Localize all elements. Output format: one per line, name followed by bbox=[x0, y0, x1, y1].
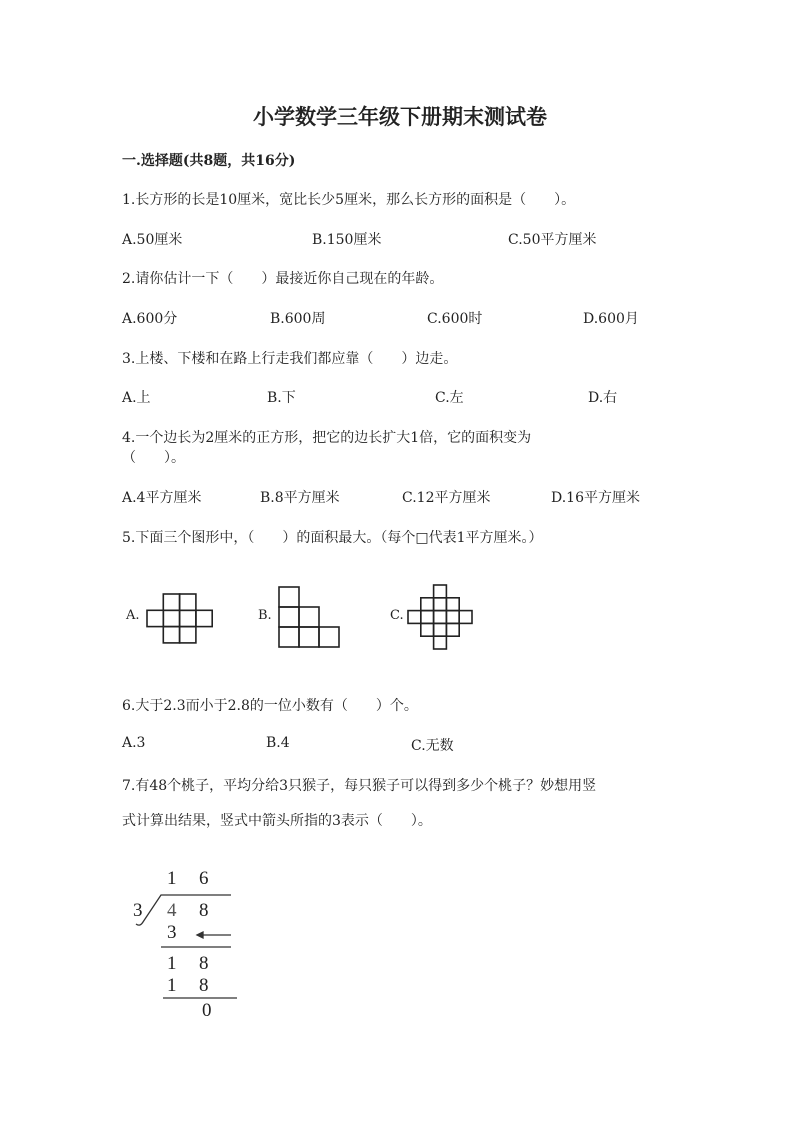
question-6: 6.大于2.3而小于2.8的一位小数有（ ）个。 bbox=[122, 698, 418, 714]
figure-label-c: C. bbox=[390, 608, 404, 623]
quotient-digit: 6 bbox=[199, 868, 209, 889]
section-heading: 一.选择题(共8题，共16分) bbox=[122, 153, 296, 169]
remainder-digit: 1 bbox=[167, 953, 177, 974]
question-7: 7.有48个桃子，平均分给3只猴子，每只猴子可以得到多少个桃子？妙想用竖 bbox=[122, 778, 597, 794]
dividend-digit: 8 bbox=[199, 900, 209, 921]
option: A.上 bbox=[122, 390, 151, 406]
option: B.下 bbox=[267, 390, 296, 406]
result-digit: 0 bbox=[202, 1000, 212, 1021]
option: A.4平方厘米 bbox=[122, 490, 202, 506]
option: A.50厘米 bbox=[122, 232, 183, 248]
question-2: 2.请你估计一下（ ）最接近你自己现在的年龄。 bbox=[122, 271, 444, 287]
question-5: 5.下面三个图形中，（ ）的面积最大。（每个□代表1平方厘米。） bbox=[122, 530, 543, 546]
option: C.左 bbox=[435, 390, 464, 406]
question-3: 3.上楼、下楼和在路上行走我们都应靠（ ）边走。 bbox=[122, 351, 458, 367]
figure-label-a: A. bbox=[126, 608, 140, 623]
dividend-digit: 4 bbox=[167, 900, 177, 921]
option: A.3 bbox=[122, 735, 146, 751]
option: A.600分 bbox=[122, 311, 178, 327]
remainder-digit: 8 bbox=[199, 953, 209, 974]
option: B.8平方厘米 bbox=[260, 490, 340, 506]
step-digit: 3 bbox=[167, 922, 177, 943]
option: B.600周 bbox=[270, 311, 326, 327]
question-7-cont: 式计算出结果，竖式中箭头所指的3表示（ ）。 bbox=[122, 813, 432, 829]
option: C.12平方厘米 bbox=[402, 490, 491, 506]
step-digit: 8 bbox=[199, 975, 209, 996]
question-1: 1.长方形的长是10厘米，宽比长少5厘米，那么长方形的面积是（ ）。 bbox=[122, 192, 576, 208]
option: C.50平方厘米 bbox=[508, 232, 597, 248]
option: D.16平方厘米 bbox=[551, 490, 640, 506]
question-4: 4.一个边长为2厘米的正方形，把它的边长扩大1倍，它的面积变为 bbox=[122, 430, 532, 446]
option: B.150厘米 bbox=[312, 232, 382, 248]
step-digit: 1 bbox=[167, 975, 177, 996]
option: C.600时 bbox=[427, 311, 483, 327]
option: C.无数 bbox=[411, 738, 454, 754]
page-title: 小学数学三年级下册期末测试卷 bbox=[253, 104, 547, 129]
question-4-cont: （ ）。 bbox=[122, 450, 185, 466]
option: B.4 bbox=[266, 735, 290, 751]
option: D.600月 bbox=[583, 311, 639, 327]
option: D.右 bbox=[588, 390, 618, 406]
divisor: 3 bbox=[133, 900, 143, 921]
quotient-digit: 1 bbox=[167, 868, 177, 889]
figure-label-b: B. bbox=[258, 608, 272, 623]
